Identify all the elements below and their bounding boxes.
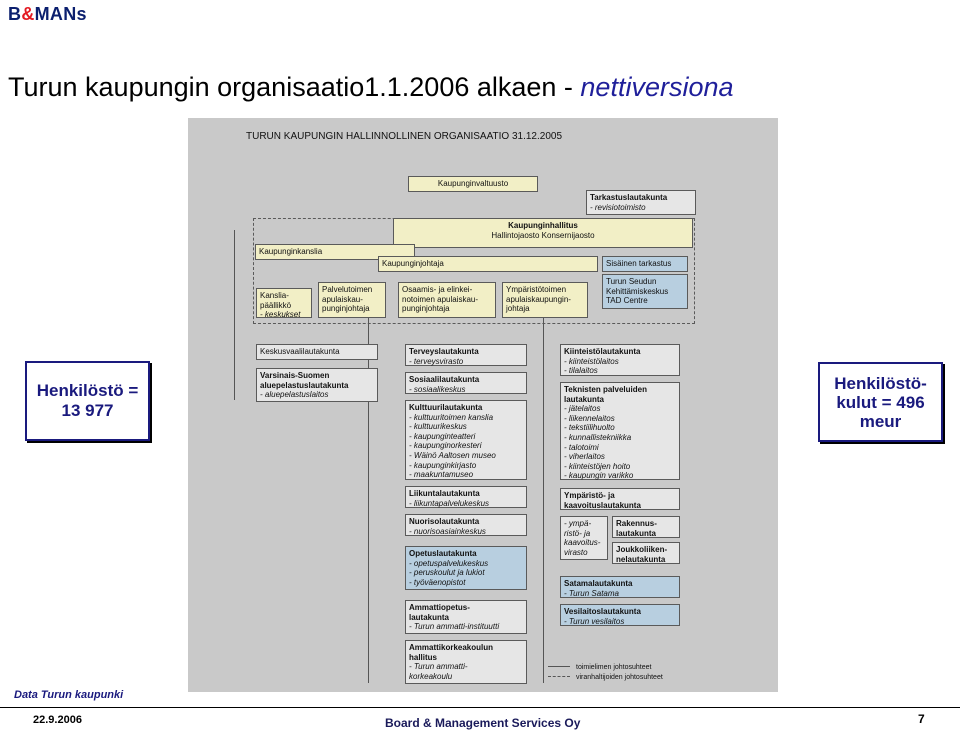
pt-line3: punginjohtaja <box>322 304 370 314</box>
box-kanslia: Kaupunginkanslia <box>255 244 415 260</box>
te-2: - jätelaitos <box>564 404 601 414</box>
k-0: Kulttuurilautakunta <box>409 403 483 412</box>
box-satama <box>560 576 680 598</box>
box-kulttuuri <box>405 400 527 480</box>
yj-line3: johtaja <box>506 304 530 314</box>
sa-0: Satamalautakunta <box>564 579 633 588</box>
te-5: - kunnallistekniikka <box>564 432 632 442</box>
staff-count-callout <box>25 361 150 441</box>
title-link[interactable]: nettiversiona <box>580 72 734 102</box>
amk-1: hallitus <box>409 652 438 662</box>
slide-title <box>8 72 734 103</box>
box-varsinais <box>256 368 378 402</box>
box-keskusvaali: Keskusvaalilautakunta <box>256 344 378 360</box>
legend-solid-line <box>548 666 570 667</box>
yv-2: kaavoitus- <box>564 538 601 548</box>
op-0: Opetuslautakunta <box>409 549 477 558</box>
logo-ampersand: & <box>21 4 35 24</box>
tad-line2: Kehittämiskeskus <box>606 286 669 296</box>
footer-divider <box>0 707 960 708</box>
box-osaamis <box>398 282 496 318</box>
tad-line1: Turun Seudun <box>606 277 657 286</box>
box-amk <box>405 640 527 684</box>
nuoriso-title: Nuorisolautakunta <box>409 517 480 526</box>
connector <box>234 230 235 400</box>
box-tad <box>602 274 688 309</box>
box-nuoriso <box>405 514 527 536</box>
box-ammattiopetus <box>405 600 527 634</box>
ve-0: Vesilaitoslautakunta <box>564 607 641 616</box>
liikunta-title: Liikuntalautakunta <box>409 489 480 498</box>
logo-b: B <box>8 4 22 24</box>
te-9: - kaupungin varikko <box>564 471 634 481</box>
yv-3: virasto <box>564 547 588 557</box>
k-2: - kulttuurikeskus <box>409 422 467 432</box>
box-sosiaali <box>405 372 527 394</box>
source-note: Data Turun kaupunki <box>14 689 124 701</box>
yk-0: Ympäristö- ja <box>564 491 615 500</box>
box-rakennus <box>612 516 680 538</box>
k-4: - kaupunginorkesteri <box>409 441 482 451</box>
tarkastus-sub: - revisiotoimisto <box>590 202 646 212</box>
k-7: - maakuntamuseo <box>409 470 474 480</box>
box-liikunta <box>405 486 527 508</box>
k-1: - kulttuuritoimen kanslia <box>409 412 494 422</box>
hallitus-title: Kaupunginhallitus <box>508 221 578 230</box>
logo-mans: MANs <box>34 4 87 24</box>
legend-dashed: viranhaltijoiden johtosuhteet <box>576 674 663 681</box>
kp-line2: päällikkö <box>260 300 292 310</box>
legend-solid: toimielimen johtosuhteet <box>576 664 652 671</box>
ki-0: Kiinteistölautakunta <box>564 347 641 356</box>
staff-label: Henkilöstö = <box>36 381 139 400</box>
legend-dashed-line <box>548 676 570 677</box>
kp-line1: Kanslia- <box>260 291 289 300</box>
vs-line3: - aluepelastuslaitos <box>260 390 329 400</box>
org-chart-title: TURUN KAUPUNGIN HALLINNOLLINEN ORGANISAATIO 31.12.2005 <box>246 131 563 142</box>
box-sisainen: Sisäinen tarkastus <box>602 256 688 272</box>
box-hallitus <box>393 218 693 248</box>
os-line3: punginjohtaja <box>402 304 450 314</box>
te-8: - kiinteistöjen hoito <box>564 461 631 471</box>
jl-1: nelautakunta <box>616 554 666 564</box>
box-tekninen <box>560 382 680 480</box>
box-ymparisto-kaava <box>560 488 680 510</box>
ki-2: - tilalaitos <box>564 366 598 376</box>
sosiaali-sub: - sosiaalikeskus <box>409 384 466 394</box>
yj-line2: apulaiskaupungin- <box>506 294 571 304</box>
pt-line1: Palvelutoimen <box>322 285 373 294</box>
yj-line1: Ympäristötoimen <box>506 285 567 294</box>
yv-1: ristö- ja <box>564 528 591 538</box>
op-2: - peruskoulut ja lukiot <box>409 568 485 578</box>
box-palvelutoimen <box>318 282 386 318</box>
os-line2: notoimen apulaiskau- <box>402 294 479 304</box>
te-1: lautakunta <box>564 394 605 404</box>
te-7: - viherlaitos <box>564 452 605 462</box>
box-valtuusto: Kaupunginvaltuusto <box>408 176 538 192</box>
te-4: - tekstiilihuolto <box>564 423 615 433</box>
ki-1: - kiinteistölaitos <box>564 356 619 366</box>
terveys-sub: - terveysvirasto <box>409 356 464 366</box>
box-tarkastus <box>586 190 696 215</box>
op-3: - työväenopistot <box>409 577 466 587</box>
amk-2: - Turun ammatti- <box>409 662 468 672</box>
pt-line2: apulaiskau- <box>322 294 363 304</box>
sa-1: - Turun Satama <box>564 588 619 598</box>
staff-value: 13 977 <box>61 401 114 420</box>
box-ymparisto-johtaja <box>502 282 588 318</box>
footer-date: 22.9.2006 <box>33 714 82 726</box>
rk-0: Rakennus- <box>616 519 657 528</box>
rk-1: lautakunta <box>616 528 657 538</box>
k-3: - kaupunginteatteri <box>409 431 476 441</box>
nuoriso-sub: - nuorisoasiainkeskus <box>409 526 486 536</box>
os-line1: Osaamis- ja elinkei- <box>402 285 473 294</box>
amk-3: korkeakoulu <box>409 671 453 681</box>
te-6: - talotoimi <box>564 442 599 452</box>
te-3: - liikennelaitos <box>564 413 615 423</box>
box-kansliapaallikko <box>256 288 312 318</box>
terveys-title: Terveyslautakunta <box>409 347 479 356</box>
liikunta-sub: - liikuntapalvelukeskus <box>409 498 490 508</box>
op-1: - opetuspalvelukeskus <box>409 558 489 568</box>
yk-1: kaavoituslautakunta <box>564 500 641 510</box>
te-0: Teknisten palveluiden <box>564 385 647 394</box>
box-opetus <box>405 546 527 590</box>
jl-0: Joukkoliiken- <box>616 545 668 554</box>
hallitus-jaostot: Hallintojaosto Konsernijaosto <box>491 230 595 240</box>
k-5: - Wäinö Aaltosen museo <box>409 450 496 460</box>
company-logo <box>8 4 87 25</box>
page-number: 7 <box>918 712 925 726</box>
k-6: - kaupunginkirjasto <box>409 460 477 470</box>
ao-1: lautakunta <box>409 612 450 622</box>
staff-costs-callout: Henkilöstö-kulut = 496 meur <box>818 362 943 442</box>
box-johtaja: Kaupunginjohtaja <box>378 256 598 272</box>
box-terveys <box>405 344 527 366</box>
vs-line2: aluepelastuslautakunta <box>260 380 349 390</box>
box-joukko <box>612 542 680 564</box>
box-vesi <box>560 604 680 626</box>
yv-0: - ympä- <box>564 519 592 528</box>
ve-1: - Turun vesilaitos <box>564 616 625 626</box>
ao-2: - Turun ammatti-instituutti <box>409 622 500 632</box>
tad-line3: TAD Centre <box>606 296 648 306</box>
title-plain: Turun kaupungin organisaatio1.1.2006 alkaen - <box>8 72 581 102</box>
ao-0: Ammattiopetus- <box>409 603 470 612</box>
box-kiinteisto <box>560 344 680 376</box>
amk-0: Ammattikorkeakoulun <box>409 643 494 652</box>
sosiaali-title: Sosiaalilautakunta <box>409 375 480 384</box>
footer-company: Board & Management Services Oy <box>385 716 581 730</box>
tarkastus-title: Tarkastuslautakunta <box>590 193 668 202</box>
box-ymparisto-virasto <box>560 516 608 560</box>
vs-line1: Varsinais-Suomen <box>260 371 330 380</box>
connector <box>543 318 544 683</box>
kp-line3: - keskukset <box>260 310 301 320</box>
org-chart-scan <box>188 118 778 692</box>
